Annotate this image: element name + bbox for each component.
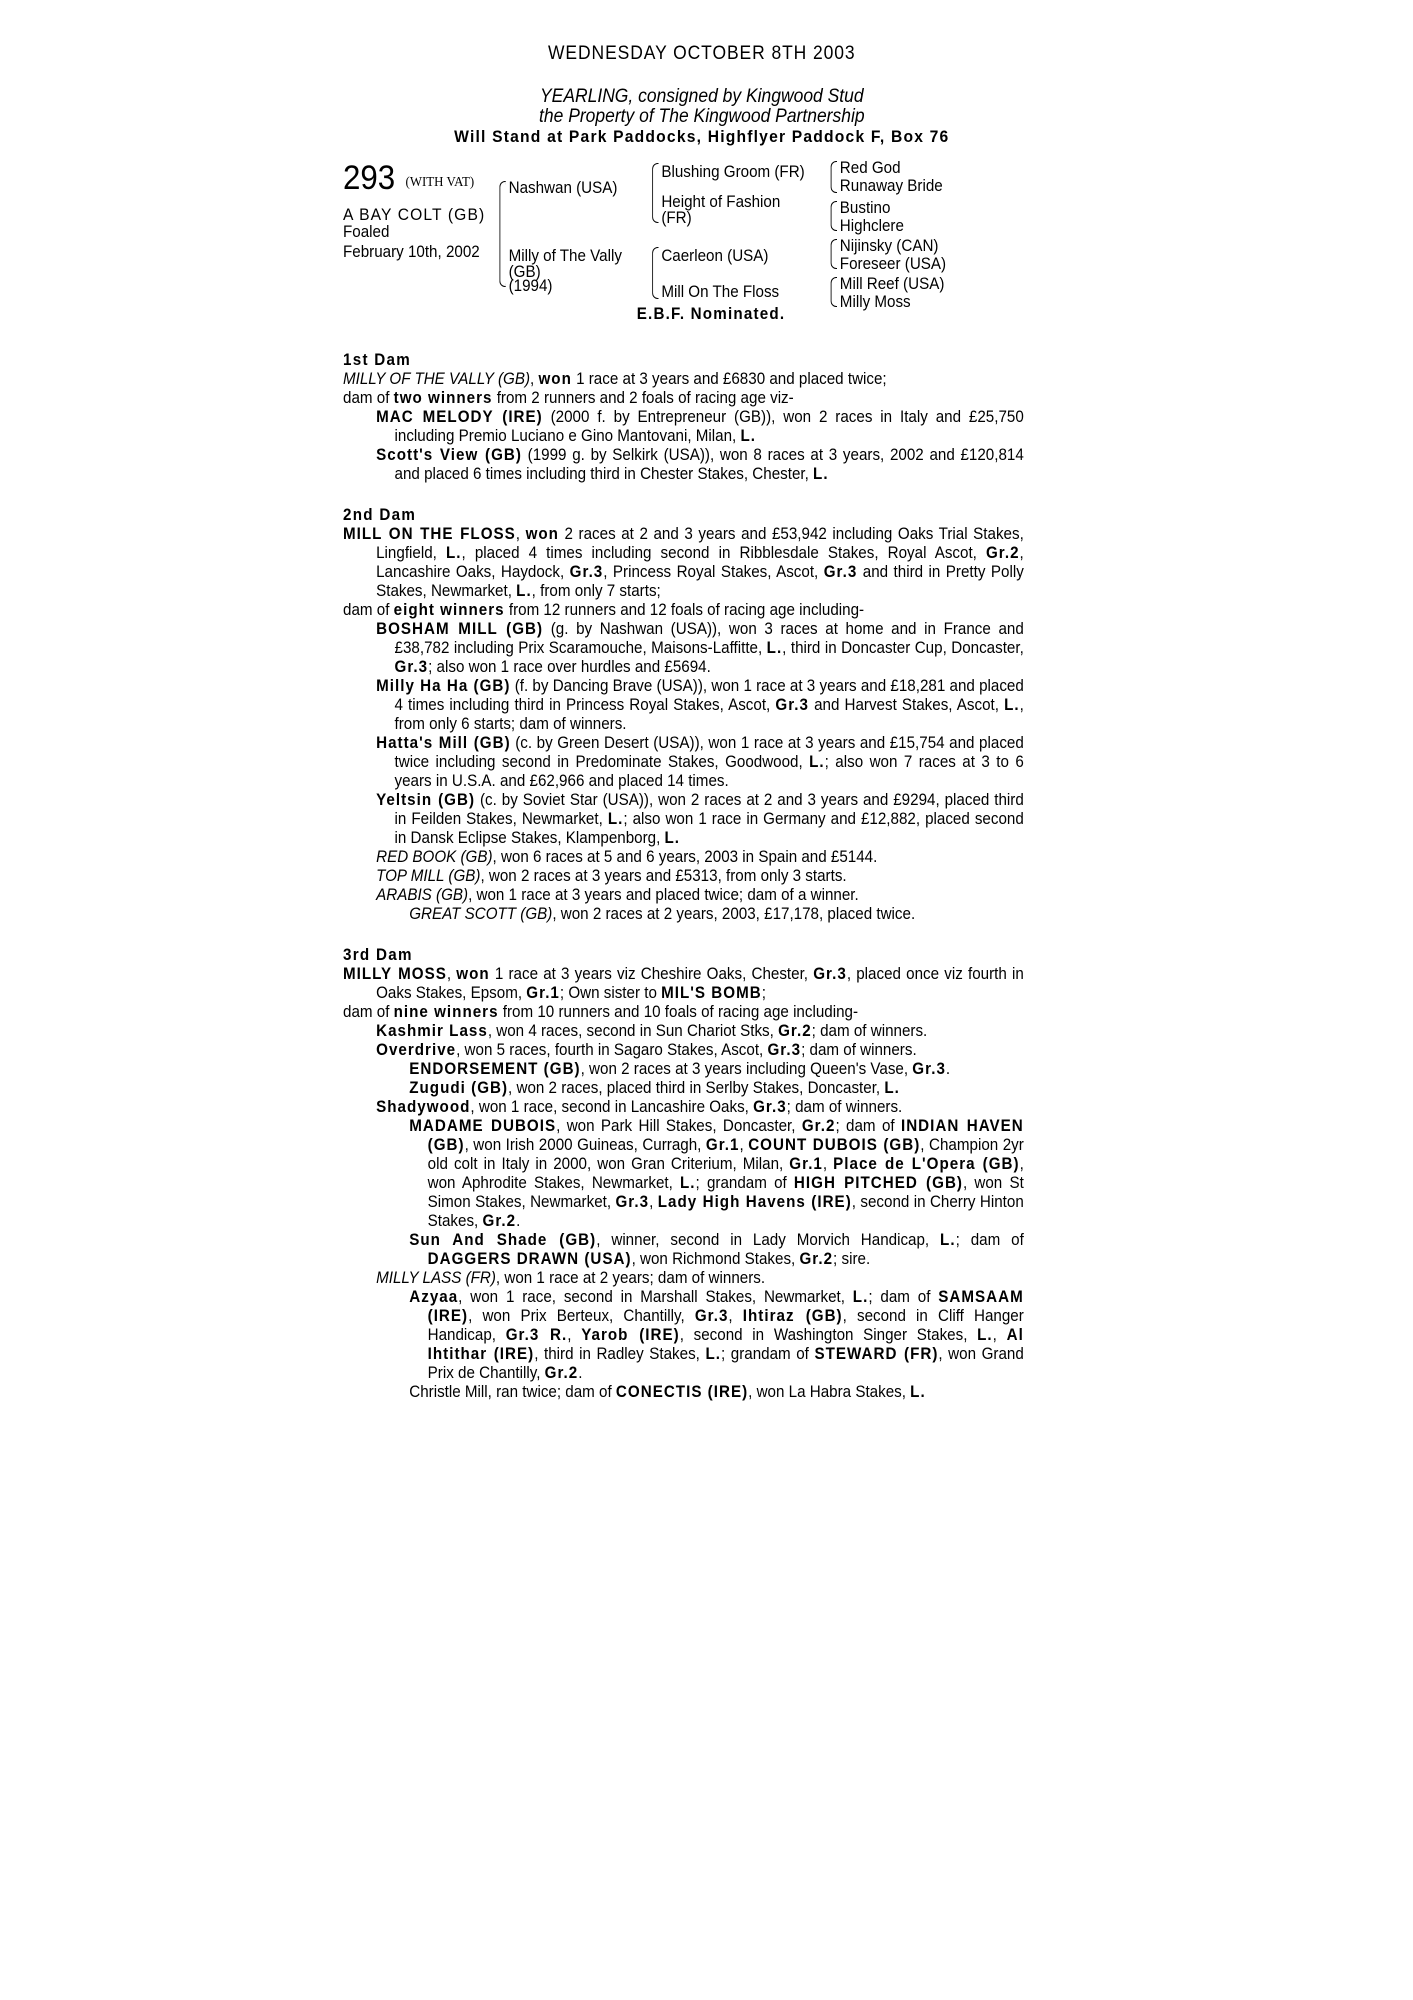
sire-name: Nashwan (USA) (508, 179, 618, 197)
pedigree-bracket (831, 277, 837, 307)
dam-summary: MILL ON THE FLOSS, won 2 races at 2 and 3 years and £53,942 including Oaks Trial Stakes, Lingfield, L., placed 4 times including second in Ribblesdale Stakes, Royal Ascot, Gr.2, Lancashire Oaks, Haydock, Gr.3, Princess Royal Stakes, Ascot, Gr.3 and third in Pretty Polly Stakes, Newmarket, L., from only 7 starts; (343, 525, 1024, 600)
produce-entry: ARABIS (GB), won 1 race at 3 years and placed twice; dam of a winner. (376, 886, 859, 904)
section-heading: 1st Dam (343, 351, 412, 369)
dam-produce: dam of eight winners from 12 runners and 12 foals of racing age including- (343, 601, 865, 619)
section-heading: 2nd Dam (343, 506, 417, 524)
dd-sire: Mill Reef (USA) (839, 275, 945, 293)
produce-entry: Scott's View (GB) (1999 g. by Selkirk (USA)), won 8 races at 3 years, 2002 and £120,814 and placed 6 times including third in Chester Stakes, Chester, L. (376, 446, 1024, 483)
sd-dam: Highclere (839, 217, 904, 235)
ds-dam: Foreseer (USA) (839, 255, 947, 273)
produce-entry: MAC MELODY (IRE) (2000 f. by Entrepreneur (GB)), won 2 races in Italy and £25,750 including Premio Luciano e Gino Mantovani, Milan, L. (376, 408, 1024, 445)
foaled-label: Foaled (343, 223, 390, 241)
produce-entry: BOSHAM MILL (GB) (g. by Nashwan (USA)), won 3 races at home and in France and £38,782 including Prix Scaramouche, Maisons-Laffitte, L., third in Doncaster Cup, Doncaster, Gr.3; also won 1 race over hurdles and £5694. (376, 620, 1024, 676)
produce-entry: Milly Ha Ha (GB) (f. by Dancing Brave (USA)), won 1 race at 3 years and £18,281 and placed 4 times including third in Princess Royal Stakes, Ascot, Gr.3 and Harvest Stakes, Ascot, L., from only 6 starts; dam of winners. (376, 677, 1024, 733)
produce-entry: Overdrive, won 5 races, fourth in Sagaro Stakes, Ascot, Gr.3; dam of winners. (376, 1041, 917, 1059)
consignment-block (380, 87, 1024, 147)
dam-produce: dam of nine winners from 10 runners and 10 foals of racing age including- (343, 1003, 859, 1021)
pedigree-bracket (831, 201, 837, 231)
produce-entry: RED BOOK (GB), won 6 races at 5 and 6 years, 2003 in Spain and £5144. (376, 848, 878, 866)
ds-sire: Nijinsky (CAN) (839, 237, 939, 255)
produce-entry: Hatta's Mill (GB) (c. by Green Desert (USA)), won 1 race at 3 years and £15,754 and placed twice including second in Predominate Stakes, Goodwood, L.; also won 7 races at 3 to 6 years in U.S.A. and £62,966 and placed 14 times. (376, 734, 1024, 790)
dam-produce: dam of two winners from 2 runners and 2 foals of racing age viz- (343, 389, 794, 407)
first-dam-section (343, 351, 1024, 484)
ebf-nominated: E.B.F. Nominated. (636, 305, 786, 323)
vat-note: (WITH VAT) (405, 175, 475, 190)
pedigree-table (343, 159, 1024, 323)
pedigree-bracket (831, 239, 837, 269)
sire-dam-origin: (FR) (661, 209, 692, 227)
grandproduce-entry: Azyaa, won 1 race, second in Marshall Stakes, Newmarket, L.; dam of SAMSAAM (IRE), won Prix Berteux, Chantilly, Gr.3, Ihtiraz (GB), second in Cliff Hanger Handicap, Gr.3 R., Yarob (IRE), second in Washington Singer Stakes, L., Al Ihtithar (IRE), third in Radley Stakes, L.; grandam of STEWARD (FR), won Grand Prix de Chantilly, Gr.2. (409, 1288, 1024, 1382)
sd-sire: Bustino (839, 199, 891, 217)
section-heading: 3rd Dam (343, 946, 413, 964)
stand-location: Will Stand at Park Paddocks, Highflyer Paddock F, Box 76 (454, 127, 950, 146)
pedigree-bracket (499, 181, 505, 287)
consignor-line: YEARLING, consigned by Kingwood Stud (540, 86, 864, 107)
second-dam-section (343, 506, 1024, 924)
dam-summary: MILLY MOSS, won 1 race at 3 years viz Cheshire Oaks, Chester, Gr.3, placed once viz fourth in Oaks Stakes, Epsom, Gr.1; Own sister to MIL'S BOMB; (343, 965, 1024, 1002)
foaled-date: February 10th, 2002 (343, 243, 480, 261)
dam-year: (1994) (508, 277, 553, 295)
sire-dam: Height of Fashion (661, 193, 781, 211)
dam-sire: Caerleon (USA) (661, 247, 769, 265)
ss-dam: Runaway Bride (839, 177, 943, 195)
dam-origin: (GB) (508, 263, 541, 281)
dam-name: Milly of The Vally (508, 247, 622, 265)
produce-entry: Shadywood, won 1 race, second in Lancashire Oaks, Gr.3; dam of winners. (376, 1098, 903, 1116)
grandproduce-entry: ENDORSEMENT (GB), won 2 races at 3 years including Queen's Vase, Gr.3. (409, 1060, 951, 1078)
grandproduce-entry: Zugudi (GB), won 2 races, placed third in Serlby Stakes, Doncaster, L. (409, 1079, 900, 1097)
grandproduce-entry: GREAT SCOTT (GB), won 2 races at 2 years, 2003, £17,178, placed twice. (409, 905, 916, 923)
sire-sire: Blushing Groom (FR) (661, 163, 805, 181)
third-dam-section (343, 946, 1024, 1402)
lot-description: A BAY COLT (GB) (343, 205, 486, 224)
pedigree-bracket (652, 163, 658, 223)
sale-date: WEDNESDAY OCTOBER 8TH 2003 (548, 43, 856, 64)
property-line: the Property of The Kingwood Partnership (539, 106, 865, 127)
grandproduce-entry: Sun And Shade (GB), winner, second in Lady Morvich Handicap, L.; dam of DAGGERS DRAWN (USA), won Richmond Stakes, Gr.2; sire. (409, 1231, 1024, 1268)
lot-number: 293 (343, 159, 396, 197)
produce-entry: TOP MILL (GB), won 2 races at 3 years and £5313, from only 3 starts. (376, 867, 847, 885)
pedigree-bracket (831, 161, 837, 193)
dam-summary: MILLY OF THE VALLY (GB), won 1 race at 3 years and £6830 and placed twice; (343, 370, 887, 388)
dam-dam: Mill On The Floss (661, 283, 780, 301)
produce-entry: MILLY LASS (FR), won 1 race at 2 years; dam of winners. (376, 1269, 766, 1287)
dd-dam: Milly Moss (839, 293, 911, 311)
ss-sire: Red God (839, 159, 901, 177)
produce-entry: Yeltsin (GB) (c. by Soviet Star (USA)), won 2 races at 2 and 3 years and £9294, placed third in Feilden Stakes, Newmarket, L.; also won 1 race in Germany and £12,882, placed second in Dansk Eclipse Stakes, Klampenborg, L. (376, 791, 1024, 847)
catalogue-page (343, 44, 1024, 1402)
pedigree-bracket (652, 247, 658, 299)
grandproduce-entry: Christle Mill, ran twice; dam of CONECTIS (IRE), won La Habra Stakes, L. (409, 1383, 926, 1401)
produce-entry: Kashmir Lass, won 4 races, second in Sun Chariot Stks, Gr.2; dam of winners. (376, 1022, 928, 1040)
grandproduce-entry: MADAME DUBOIS, won Park Hill Stakes, Doncaster, Gr.2; dam of INDIAN HAVEN (GB), won Irish 2000 Guineas, Curragh, Gr.1, COUNT DUBOIS (GB), Champion 2yr old colt in Italy in 2000, won Gran Criterium, Milan, Gr.1, Place de L'Opera (GB), won Aphrodite Stakes, Newmarket, L.; grandam of HIGH PITCHED (GB), won St Simon Stakes, Newmarket, Gr.3, Lady High Havens (IRE), second in Cherry Hinton Stakes, Gr.2. (409, 1117, 1024, 1230)
